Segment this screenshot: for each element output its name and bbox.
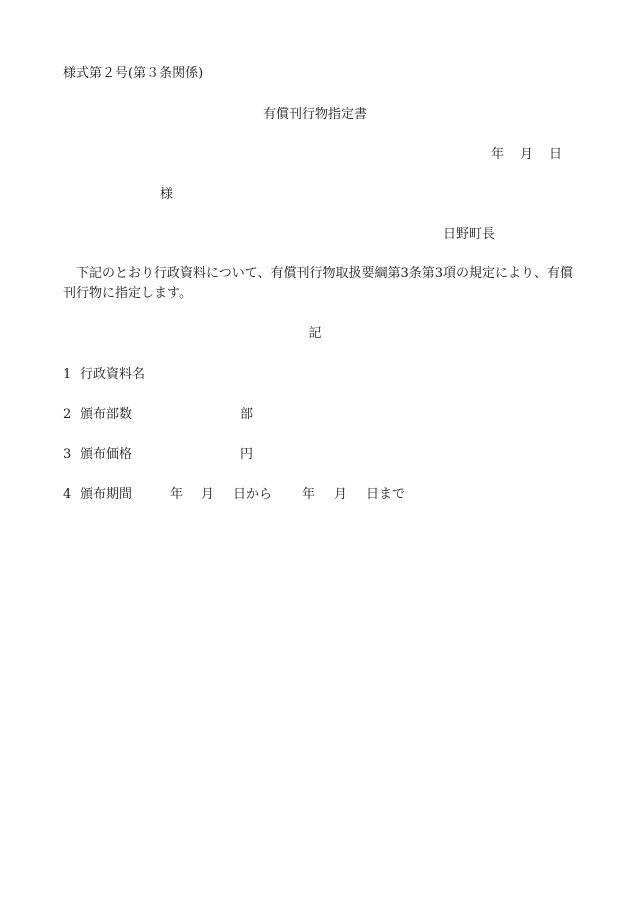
period-start-day: 日から xyxy=(233,487,273,502)
date-line xyxy=(491,147,562,162)
period-end-day: 日まで xyxy=(366,487,406,502)
date-day: 日 xyxy=(549,147,563,162)
item-period xyxy=(63,487,132,502)
document-title: 有償刊行物指定書 xyxy=(262,107,367,122)
item-label: 頒布価格 xyxy=(80,447,133,462)
item-document-name xyxy=(63,367,145,382)
date-month: 月 xyxy=(520,147,534,162)
form-label: 様式第２号(第３条関係) xyxy=(63,66,204,81)
period-start-month: 月 xyxy=(201,487,215,502)
body-paragraph: 下記のとおり行政資料について、有償刊行物取扱要綱第3条第3項の規定により、有償刊行物に指定します。 xyxy=(63,266,574,301)
item-copies xyxy=(63,407,132,422)
period-start-year: 年 xyxy=(170,487,184,502)
item-label: 頒布期間 xyxy=(80,487,133,502)
item-number: 4 xyxy=(63,487,72,502)
ki-heading: 記 xyxy=(308,326,322,341)
date-year: 年 xyxy=(491,147,505,162)
item-label: 頒布部数 xyxy=(80,407,133,422)
item-number: 3 xyxy=(63,447,72,462)
period-end-year: 年 xyxy=(302,487,316,502)
copies-unit: 部 xyxy=(240,407,254,422)
item-number: 2 xyxy=(63,407,72,422)
recipient-suffix: 様 xyxy=(160,187,174,202)
price-unit: 円 xyxy=(240,447,254,462)
item-number: 1 xyxy=(63,367,72,382)
period-end-month: 月 xyxy=(334,487,348,502)
item-price xyxy=(63,447,132,462)
issuer: 日野町長 xyxy=(443,227,496,242)
item-label: 行政資料名 xyxy=(80,367,146,382)
